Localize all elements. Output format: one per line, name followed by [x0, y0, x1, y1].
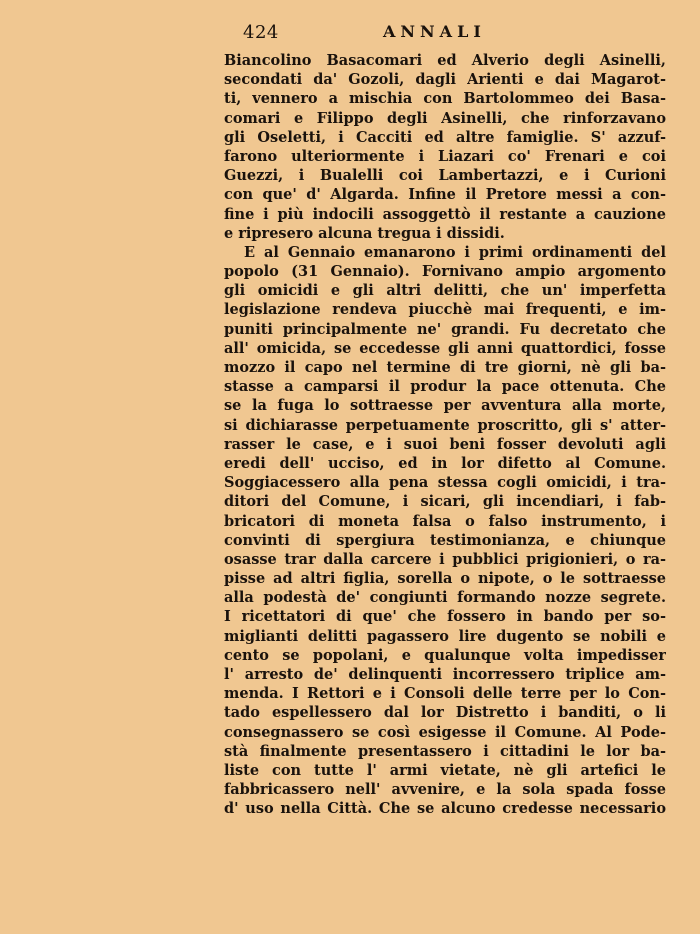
text-line: Guezzi, i Bualelli coi Lambertazzi, e i Curioni — [224, 167, 666, 185]
text-line: si dichiarasse perpetuamente proscritto, gli s' atter- — [224, 416, 666, 434]
text-line: convinti di spergiura testimonianza, e chiunque — [224, 531, 666, 549]
text-line: rasser le case, e i suoi beni fosser devoluti agli — [224, 435, 666, 453]
running-head: ANNALI — [383, 22, 486, 41]
text-line: fabbricassero nell' avvenire, e la sola spada fosse — [224, 781, 666, 799]
text-line: stà finalmente presentassero i cittadini le lor ba- — [224, 742, 666, 760]
text-line: farono ulteriormente i Liazari co' Frenari e coi — [224, 147, 666, 165]
text-line: secondati da' Gozoli, dagli Arienti e dai Magarot- — [224, 71, 666, 89]
page-number: 424 — [243, 22, 279, 43]
body-text — [224, 51, 666, 819]
text-line: popolo (31 Gennaio). Fornivano ampio argomento — [224, 263, 666, 281]
text-line: bricatori di moneta falsa o falso instrumento, i — [224, 512, 666, 530]
text-line: liste con tutte l' armi vietate, nè gli artefici le — [224, 761, 666, 779]
text-line: ditori del Comune, i sicari, gli incendiari, i fab- — [224, 493, 666, 511]
text-line: con que' d' Algarda. Infine il Pretore messi a con- — [224, 186, 666, 204]
text-line: pisse ad altri figlia, sorella o nipote, o le sottraesse — [224, 570, 666, 588]
text-line: Soggiacessero alla pena stessa cogli omicidi, i tra- — [224, 474, 666, 492]
text-line: eredi dell' ucciso, ed in lor difetto al Comune. — [224, 454, 666, 472]
text-line: puniti principalmente ne' grandi. Fu decretato che — [224, 320, 666, 338]
text-line: legislazione rendeva piucchè mai frequenti, e im- — [224, 301, 666, 319]
text-line: mozzo il capo nel termine di tre giorni, nè gli ba- — [224, 359, 666, 376]
text-line: tado espellessero dal lor Distretto i banditi, o li — [224, 704, 666, 722]
text-line: osasse trar dalla carcere i pubblici prigionieri, o ra- — [224, 550, 666, 568]
text-line: Biancolino Basacomari ed Alverio degli Asinelli, — [224, 52, 666, 69]
text-line: e ripresero alcuna tregua i dissidi. — [224, 224, 505, 242]
text-line: d' uso nella Città. Che se alcuno credesse necessario — [224, 800, 666, 818]
text-line: menda. I Rettori e i Consoli delle terre per lo Con- — [224, 685, 666, 703]
text-line: I ricettatori di que' che fossero in bando per so- — [224, 608, 666, 626]
text-line: ti, vennero a mischia con Bartolommeo dei Basa- — [224, 90, 666, 108]
text-line: gli Oseletti, i Cacciti ed altre famiglie. S' azzuf- — [224, 128, 666, 146]
text-line: all' omicida, se eccedesse gli anni quattordici, fosse — [224, 339, 666, 357]
text-line: E al Gennaio emanarono i primi ordinamenti del — [244, 243, 666, 261]
text-line: l' arresto de' delinquenti incorressero triplice am- — [224, 666, 666, 683]
text-line: alla podestà de' congiunti formando nozze segrete. — [224, 589, 666, 607]
text-line: stasse a camparsi il produr la pace ottenuta. Che — [224, 378, 666, 396]
text-line: miglianti delitti pagassero lire dugento se nobili e — [224, 627, 666, 645]
text-line: cento se popolani, e qualunque volta impedisser — [224, 646, 666, 664]
text-line: fine i più indocili assoggettò il restante a cauzione — [224, 205, 666, 223]
text-line: comari e Filippo degli Asinelli, che rinforzavano — [224, 109, 666, 127]
text-line: consegnassero se così esigesse il Comune. Al Pode- — [224, 723, 666, 741]
text-line: se la fuga lo sottraesse per avventura alla morte, — [224, 397, 666, 415]
text-line: gli omicidi e gli altri delitti, che un' imperfetta — [224, 282, 666, 300]
